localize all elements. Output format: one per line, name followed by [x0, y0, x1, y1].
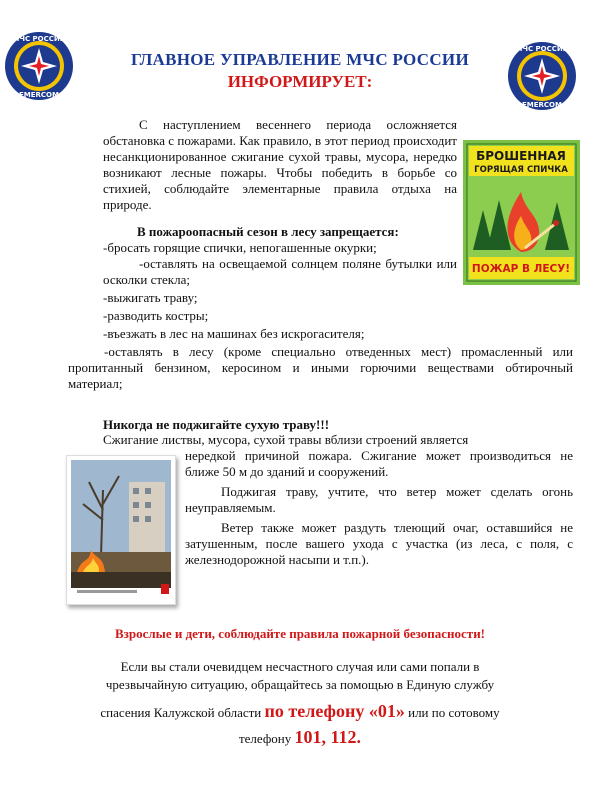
rule-oily-materials: -оставлять в лесу (кроме специально отведенных мест) промасленный или пропитанный бензином, керосином и иными горючими веществами обтирочный материал; [68, 344, 573, 391]
safety-appeal: Взрослые и дети, соблюдайте правила пожарной безопасности! [114, 626, 486, 641]
photo-image [71, 460, 171, 588]
contact-line-4 [40, 726, 560, 750]
rule-glass: -оставлять на освещаемой солнцем поляне бутылки или осколки стекла; [103, 256, 457, 287]
rule-campfire: -разводить костры; [103, 308, 209, 323]
contact-line-3 [40, 700, 560, 724]
svg-text:ГОРЯЩАЯ СПИЧКА: ГОРЯЩАЯ СПИЧКА [474, 165, 568, 175]
rule-burn-grass: -выжигать траву; [103, 290, 198, 305]
intro-paragraph: С наступлением весеннего периода осложняется обстановка с пожарами. Как правило, в этот период происходит несанкционированное сжигание сухой травы, мусора, нередко возникают лесные пожары. Чтобы победить в борьбе со стихией, соблюдайте элементарные правила отдыха на природе. [103, 117, 457, 212]
svg-text:БРОШЕННАЯ: БРОШЕННАЯ [476, 149, 566, 163]
photo-caption-line [77, 590, 137, 593]
svg-text:ПОЖАР В ЛЕСУ!: ПОЖАР В ЛЕСУ! [471, 263, 571, 275]
contact-line-4-pre: телефону [238, 731, 292, 746]
contact-line-2: чрезвычайную ситуацию, обращайтесь за помощью в Единую службу [105, 677, 495, 692]
svg-text:EMERCOM: EMERCOM [19, 91, 59, 99]
svg-text:EMERCOM: EMERCOM [522, 101, 562, 109]
rule-matches: -бросать горящие спички, непогашенные окурки; [103, 240, 377, 255]
header-title: ГЛАВНОЕ УПРАВЛЕНИЕ МЧС РОССИИ [131, 50, 469, 69]
contact-line-3-post: или по сотовому [408, 705, 500, 720]
forest-fire-poster [463, 140, 580, 285]
grass-text-smoldering: Ветер также может раздуть тлеющий очаг, оставшийся не затушенным, после вашего ухода с участка (из леса, с поля, с железнодорожной насыпи и т.п.). [185, 520, 573, 567]
grass-text-reason: нередкой причиной пожара. Сжигание может производиться не ближе 50 м до зданий и сооружений. [185, 448, 573, 479]
photo-logo-mark [161, 584, 169, 594]
svg-text:МЧС РОССИИ: МЧС РОССИИ [515, 45, 569, 53]
forest-rules-heading: В пожароопасный сезон в лесу запрещается: [137, 224, 399, 239]
grass-text-wind: Поджигая траву, учтите, что ветер может сделать огонь неуправляемым. [185, 484, 573, 515]
grass-text-first-line: Сжигание листвы, мусора, сухой травы вблизи строений является [103, 432, 469, 447]
header-subtitle: ИНФОРМИРУЕТ: [227, 72, 373, 91]
burning-grass-photo [66, 455, 176, 605]
phone-mobile: 101, 112. [294, 727, 361, 747]
svg-text:МЧС РОССИИ: МЧС РОССИИ [12, 35, 66, 43]
rule-vehicles: -въезжать в лес на машинах без искрогасителя; [103, 326, 365, 341]
contact-line-3-pre: спасения Калужской области [100, 705, 262, 720]
contact-line-1: Если вы стали очевидцем несчастного случая или сами попали в [120, 659, 480, 674]
phone-main: по телефону «01» [264, 701, 405, 721]
grass-heading: Никогда не поджигайте сухую траву!!! [103, 417, 330, 432]
